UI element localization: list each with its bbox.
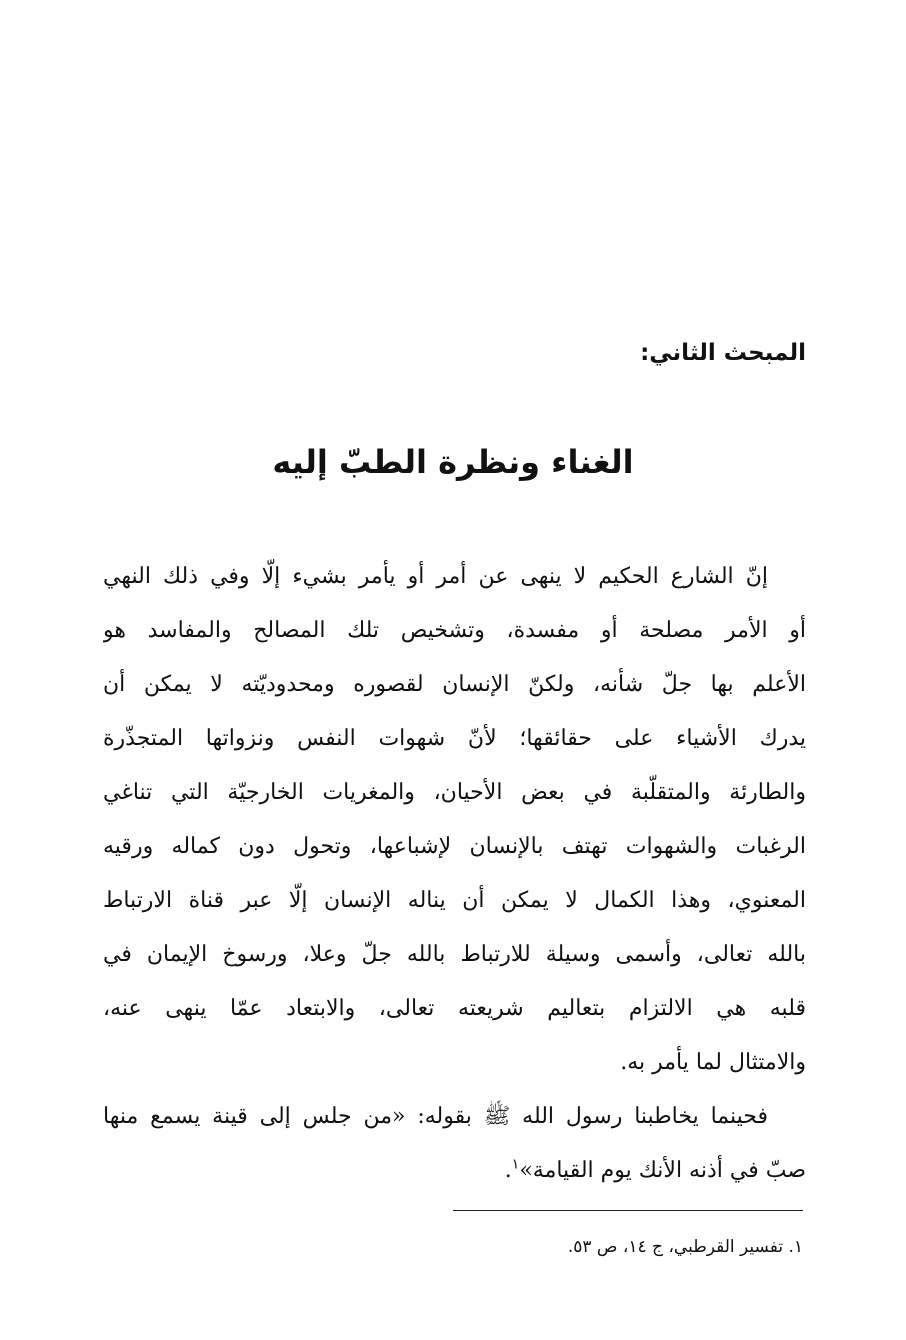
paragraph-1-line: إنّ الشارع الحكيم لا ينهى عن أمر أو يأمر بشيء إلّا وفي ذلك النهي bbox=[103, 564, 768, 589]
paragraph-2-line-text: صبّ في أذنه الأنك يوم القيامة» bbox=[519, 1158, 806, 1183]
paragraph-1-line: والامتثال لما يأمر به. bbox=[620, 1050, 806, 1075]
paragraph-2-last-line bbox=[103, 1144, 806, 1198]
paragraph-1-line: قلبه هي الالتزام بتعاليم شريعته تعالى، والابتعاد عمّا ينهى عنه، bbox=[103, 996, 806, 1021]
paragraph-1-line: المعنوي، وهذا الكمال لا يمكن أن يناله الإنسان إلّا عبر قناة الارتباط bbox=[103, 888, 806, 913]
section-label: المبحث الثاني: bbox=[640, 340, 806, 366]
paragraph-1-line: الأعلم بها جلّ شأنه، ولكنّ الإنسان لقصوره ومحدوديّته لا يمكن أن bbox=[103, 672, 806, 697]
paragraph-2-line: فحينما يخاطبنا رسول الله ﷺ بقوله: «من جلس إلى قينة يسمع منها bbox=[103, 1104, 768, 1129]
footnote-divider bbox=[453, 1210, 803, 1211]
paragraph-1-line: أو الأمر مصلحة أو مفسدة، وتشخيص تلك المصالح والمفاسد هو bbox=[103, 618, 806, 643]
paragraph-2-end-mark: . bbox=[504, 1158, 512, 1183]
footnote: ١. تفسير القرطبي، ج ١٤، ص ٥٣. bbox=[567, 1237, 803, 1257]
paragraph-1-line: والطارئة والمتقلّبة في بعض الأحيان، والمغريات الخارجيّة التي تناغي bbox=[103, 780, 806, 805]
paragraph-1-line: بالله تعالى، وأسمى وسيلة للارتباط بالله جلّ وعلا، ورسوخ الإيمان في bbox=[103, 942, 806, 967]
paragraph-1-line: الرغبات والشهوات تهتف بالإنسان لإشباعها، وتحول دون كماله ورقيه bbox=[103, 834, 806, 859]
paragraph-1-line: يدرك الأشياء على حقائقها؛ لأنّ شهوات النفس ونزواتها المتجذّرة bbox=[103, 726, 806, 751]
footnote-marker[interactable]: ١ bbox=[511, 1156, 520, 1173]
chapter-title: الغناء ونظرة الطبّ إليه bbox=[272, 443, 634, 481]
body-text bbox=[103, 550, 806, 1198]
